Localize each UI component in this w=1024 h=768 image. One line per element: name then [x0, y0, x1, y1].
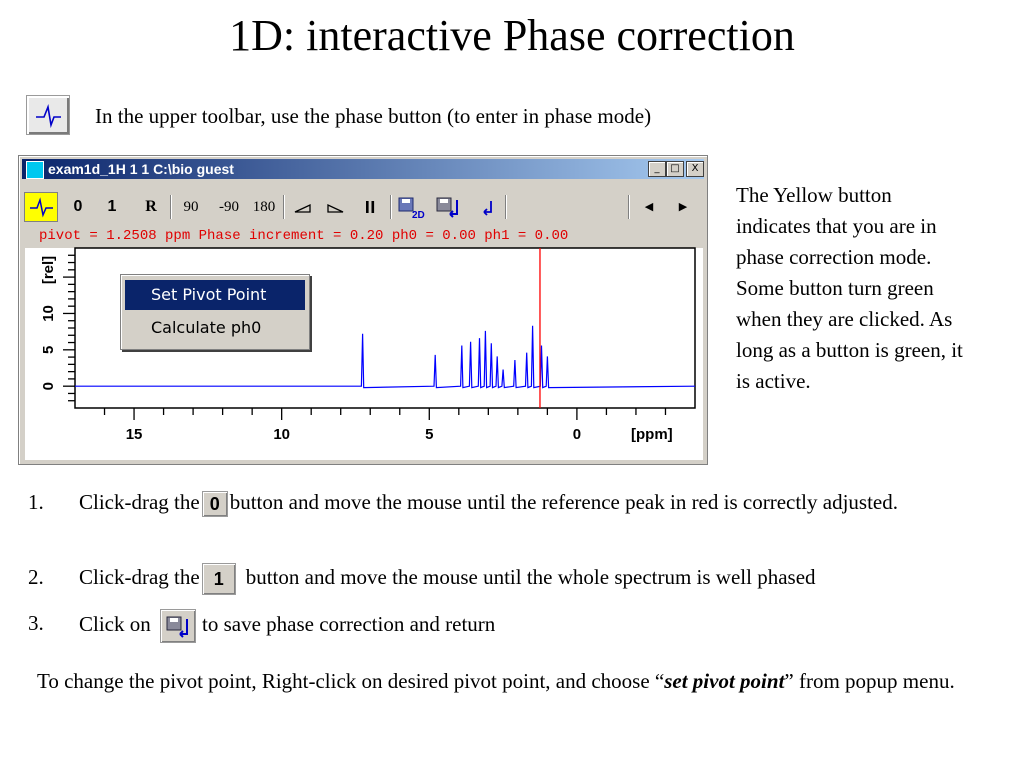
- save-return-inline-button: [160, 609, 196, 643]
- ph0-button[interactable]: 0: [73, 198, 83, 215]
- step-text: Click-drag the: [79, 565, 200, 589]
- x-tick-label: 5: [425, 426, 434, 443]
- menu-item-calculate-ph0[interactable]: Calculate ph0: [151, 318, 262, 337]
- side-note: The Yellow button indicates that you are in phase correction mode. Some button turn green when they are clicked. As long as a button is green, it is active.: [736, 183, 963, 393]
- phase-180-button[interactable]: 180: [252, 199, 276, 215]
- x-tick-label: 10: [273, 426, 291, 443]
- maximize-button[interactable]: □: [666, 161, 684, 177]
- ph1-inline-button: 1: [202, 563, 236, 595]
- step-number: 2.: [28, 565, 44, 589]
- step-text: button and move the mouse until the reference peak in red is correctly adjusted.: [229, 490, 898, 514]
- svg-text:2D: 2D: [412, 210, 425, 221]
- scroll-left-button[interactable]: ◀: [644, 200, 654, 213]
- x-tick-label: 0: [572, 426, 582, 443]
- ph1-button[interactable]: 1: [107, 198, 117, 215]
- step-text: Click-drag the: [79, 490, 200, 514]
- y-axis-label: [rel]: [39, 255, 57, 285]
- y-tick-label: 0: [39, 382, 57, 391]
- phase-waveform-icon: [27, 96, 69, 134]
- minimize-button[interactable]: _: [648, 161, 666, 177]
- step-text: button and move the mouse until the whole spectrum is well phased: [245, 565, 816, 589]
- phase-status-line: pivot = 1.2508 ppm Phase increment = 0.20 ph0 = 0.00 ph1 = 0.00: [39, 228, 569, 244]
- footer-text: To change the pivot point, Right-click on desired pivot point, and choose “: [37, 669, 665, 693]
- save-return-icon: [161, 610, 195, 642]
- ph0-inline-button: 0: [202, 491, 228, 517]
- y-tick-label: 5: [39, 345, 57, 354]
- scroll-right-button[interactable]: ▶: [678, 200, 688, 213]
- x-tick-label: 15: [125, 426, 143, 443]
- slide-title: 1D: interactive Phase correction: [229, 11, 795, 60]
- footer-note: [37, 667, 987, 696]
- window-title: exam1d_1H 1 1 C:\bio guest: [48, 161, 234, 177]
- step-text: Click on: [79, 611, 151, 636]
- phase-minus90-button[interactable]: -90: [219, 199, 239, 215]
- step-number: 1.: [28, 490, 44, 514]
- footer-text: ” from popup menu.: [784, 669, 955, 693]
- phase-90-button[interactable]: 90: [183, 199, 199, 215]
- y-tick-label: 10: [39, 305, 57, 322]
- reset-button[interactable]: R: [145, 198, 157, 215]
- step-text: to save phase correction and return: [202, 611, 496, 636]
- close-button[interactable]: X: [686, 161, 704, 177]
- footer-emphasis: set pivot point: [664, 669, 785, 693]
- step-number: 3.: [28, 611, 44, 635]
- intro-text: In the upper toolbar, use the phase button (to enter in phase mode): [95, 104, 652, 128]
- phase-toolbar-button[interactable]: [26, 95, 70, 135]
- context-menu: [120, 274, 310, 350]
- x-axis-label: [ppm]: [631, 426, 673, 443]
- menu-item-set-pivot-point[interactable]: Set Pivot Point: [125, 280, 305, 310]
